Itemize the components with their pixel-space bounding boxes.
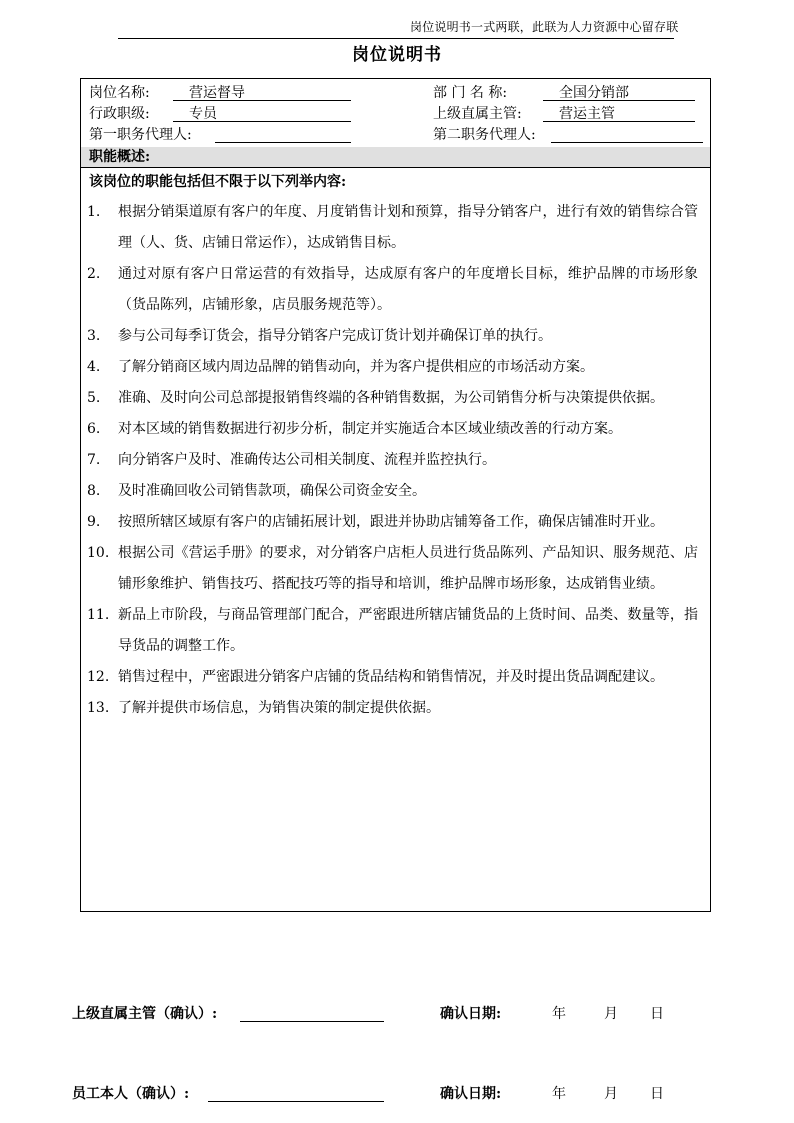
supervisor-date-month: 月: [604, 1006, 618, 1022]
supervisor-value: 营运主管: [543, 104, 695, 122]
header-rule: [118, 38, 674, 39]
rank-label: 行政职级:: [89, 106, 150, 122]
duty-text: 参与公司每季订货会，指导分销客户完成订货计划并确保订单的执行。: [118, 328, 552, 344]
job-description-table: [80, 78, 711, 912]
supervisor-date-year: 年: [552, 1006, 566, 1022]
rank-value: 专员: [173, 104, 351, 122]
duty-number: 8.: [87, 483, 101, 499]
header-note: 岗位说明书一式两联，此联为人力资源中心留存联: [410, 20, 679, 34]
supervisor-date-label: 确认日期:: [440, 1006, 502, 1022]
duty-number: 7.: [87, 452, 101, 468]
duty-number: 1.: [87, 204, 101, 220]
duty-number: 4.: [87, 359, 101, 375]
duty-item: [81, 445, 710, 476]
employee-date-month: 月: [604, 1086, 618, 1102]
duty-text: 按照所辖区域原有客户的店铺拓展计划，跟进并协助店铺筹备工作，确保店铺准时开业。: [118, 514, 664, 530]
supervisor-signature-line[interactable]: [240, 1003, 384, 1022]
employee-signature-line[interactable]: [208, 1083, 384, 1102]
duty-number: 13.: [87, 700, 110, 716]
duties-heading: 职能概述:: [81, 147, 710, 168]
duty-text: 准确、及时向公司总部提报销售终端的各种销售数据，为公司销售分析与决策提供依据。: [118, 390, 664, 406]
duty-item: [81, 414, 710, 445]
employee-date-label: 确认日期:: [440, 1086, 502, 1102]
duty-text: 根据公司《营运手册》的要求，对分销客户店柜人员进行货品陈列、产品知识、服务规范、店铺形象维护、销售技巧、搭配技巧等的指导和培训，维护品牌市场形象，达成销售业绩。: [118, 545, 698, 592]
duty-text: 对本区域的销售数据进行初步分析，制定并实施适合本区域业绩改善的行动方案。: [118, 421, 622, 437]
duty-item: [81, 538, 710, 600]
employee-confirm-label: 员工本人（确认）:: [72, 1086, 190, 1102]
duty-number: 9.: [87, 514, 101, 530]
second-deputy-value: [551, 125, 703, 143]
first-deputy-label: 第一职务代理人:: [89, 127, 192, 143]
duty-number: 2.: [87, 266, 101, 282]
duty-number: 12.: [87, 669, 110, 685]
second-deputy-label: 第二职务代理人:: [433, 127, 536, 143]
duty-number: 5.: [87, 390, 101, 406]
position-name-field: [89, 83, 245, 103]
duty-number: 11.: [87, 607, 110, 623]
position-name-label: 岗位名称:: [89, 85, 150, 101]
duty-text: 根据分销渠道原有客户的年度、月度销售计划和预算，指导分销客户，进行有效的销售综合管理（人、货、店铺日常运作），达成销售目标。: [118, 204, 698, 251]
duty-item: [81, 507, 710, 538]
info-section: [81, 79, 710, 148]
duty-item: [81, 662, 710, 693]
supervisor-field: [433, 104, 615, 124]
duty-item: [81, 476, 710, 507]
employee-date-year: 年: [552, 1086, 566, 1102]
position-name-value: 营运督导: [173, 83, 351, 101]
employee-confirm-row: [0, 1083, 794, 1107]
document-title: 岗位说明书: [352, 45, 442, 65]
duty-number: 6.: [87, 421, 101, 437]
duty-number: 10.: [87, 545, 110, 561]
duty-text: 了解并提供市场信息，为销售决策的制定提供依据。: [118, 700, 440, 716]
duty-item: [81, 321, 710, 352]
supervisor-label: 上级直属主管:: [433, 106, 522, 122]
department-field: [433, 83, 629, 103]
duty-text: 向分销客户及时、准确传达公司相关制度、流程并监控执行。: [118, 452, 496, 468]
duty-text: 销售过程中，严密跟进分销客户店铺的货品结构和销售情况，并及时提出货品调配建议。: [118, 669, 664, 685]
duty-text: 新品上市阶段，与商品管理部门配合，严密跟进所辖店铺货品的上货时间、品类、数量等，指导货品的调整工作。: [118, 607, 698, 654]
duty-text: 及时准确回收公司销售款项，确保公司资金安全。: [118, 483, 426, 499]
employee-date-day: 日: [650, 1086, 664, 1102]
duty-item: [81, 259, 710, 321]
duty-item: [81, 352, 710, 383]
duty-item: [81, 600, 710, 662]
supervisor-date-day: 日: [650, 1006, 664, 1022]
supervisor-confirm-label: 上级直属主管（确认）:: [72, 1006, 218, 1022]
duty-item: [81, 693, 710, 724]
duty-item: [81, 383, 710, 414]
duties-list: [81, 197, 710, 724]
department-value: 全国分销部: [543, 83, 695, 101]
first-deputy-value: [215, 125, 351, 143]
rank-field: [89, 104, 217, 124]
duties-intro: 该岗位的职能包括但不限于以下列举内容:: [89, 174, 347, 190]
supervisor-confirm-row: [0, 1003, 794, 1027]
second-deputy-field: [433, 125, 536, 145]
duty-number: 3.: [87, 328, 101, 344]
duty-text: 通过对原有客户日常运营的有效指导，达成原有客户的年度增长目标，维护品牌的市场形象（货品陈列，店铺形象，店员服务规范等）。: [118, 266, 698, 313]
department-label: 部 门 名 称:: [433, 85, 508, 101]
first-deputy-field: [89, 125, 192, 145]
duty-text: 了解分销商区域内周边品牌的销售动向，并为客户提供相应的市场活动方案。: [118, 359, 594, 375]
duty-item: [81, 197, 710, 259]
